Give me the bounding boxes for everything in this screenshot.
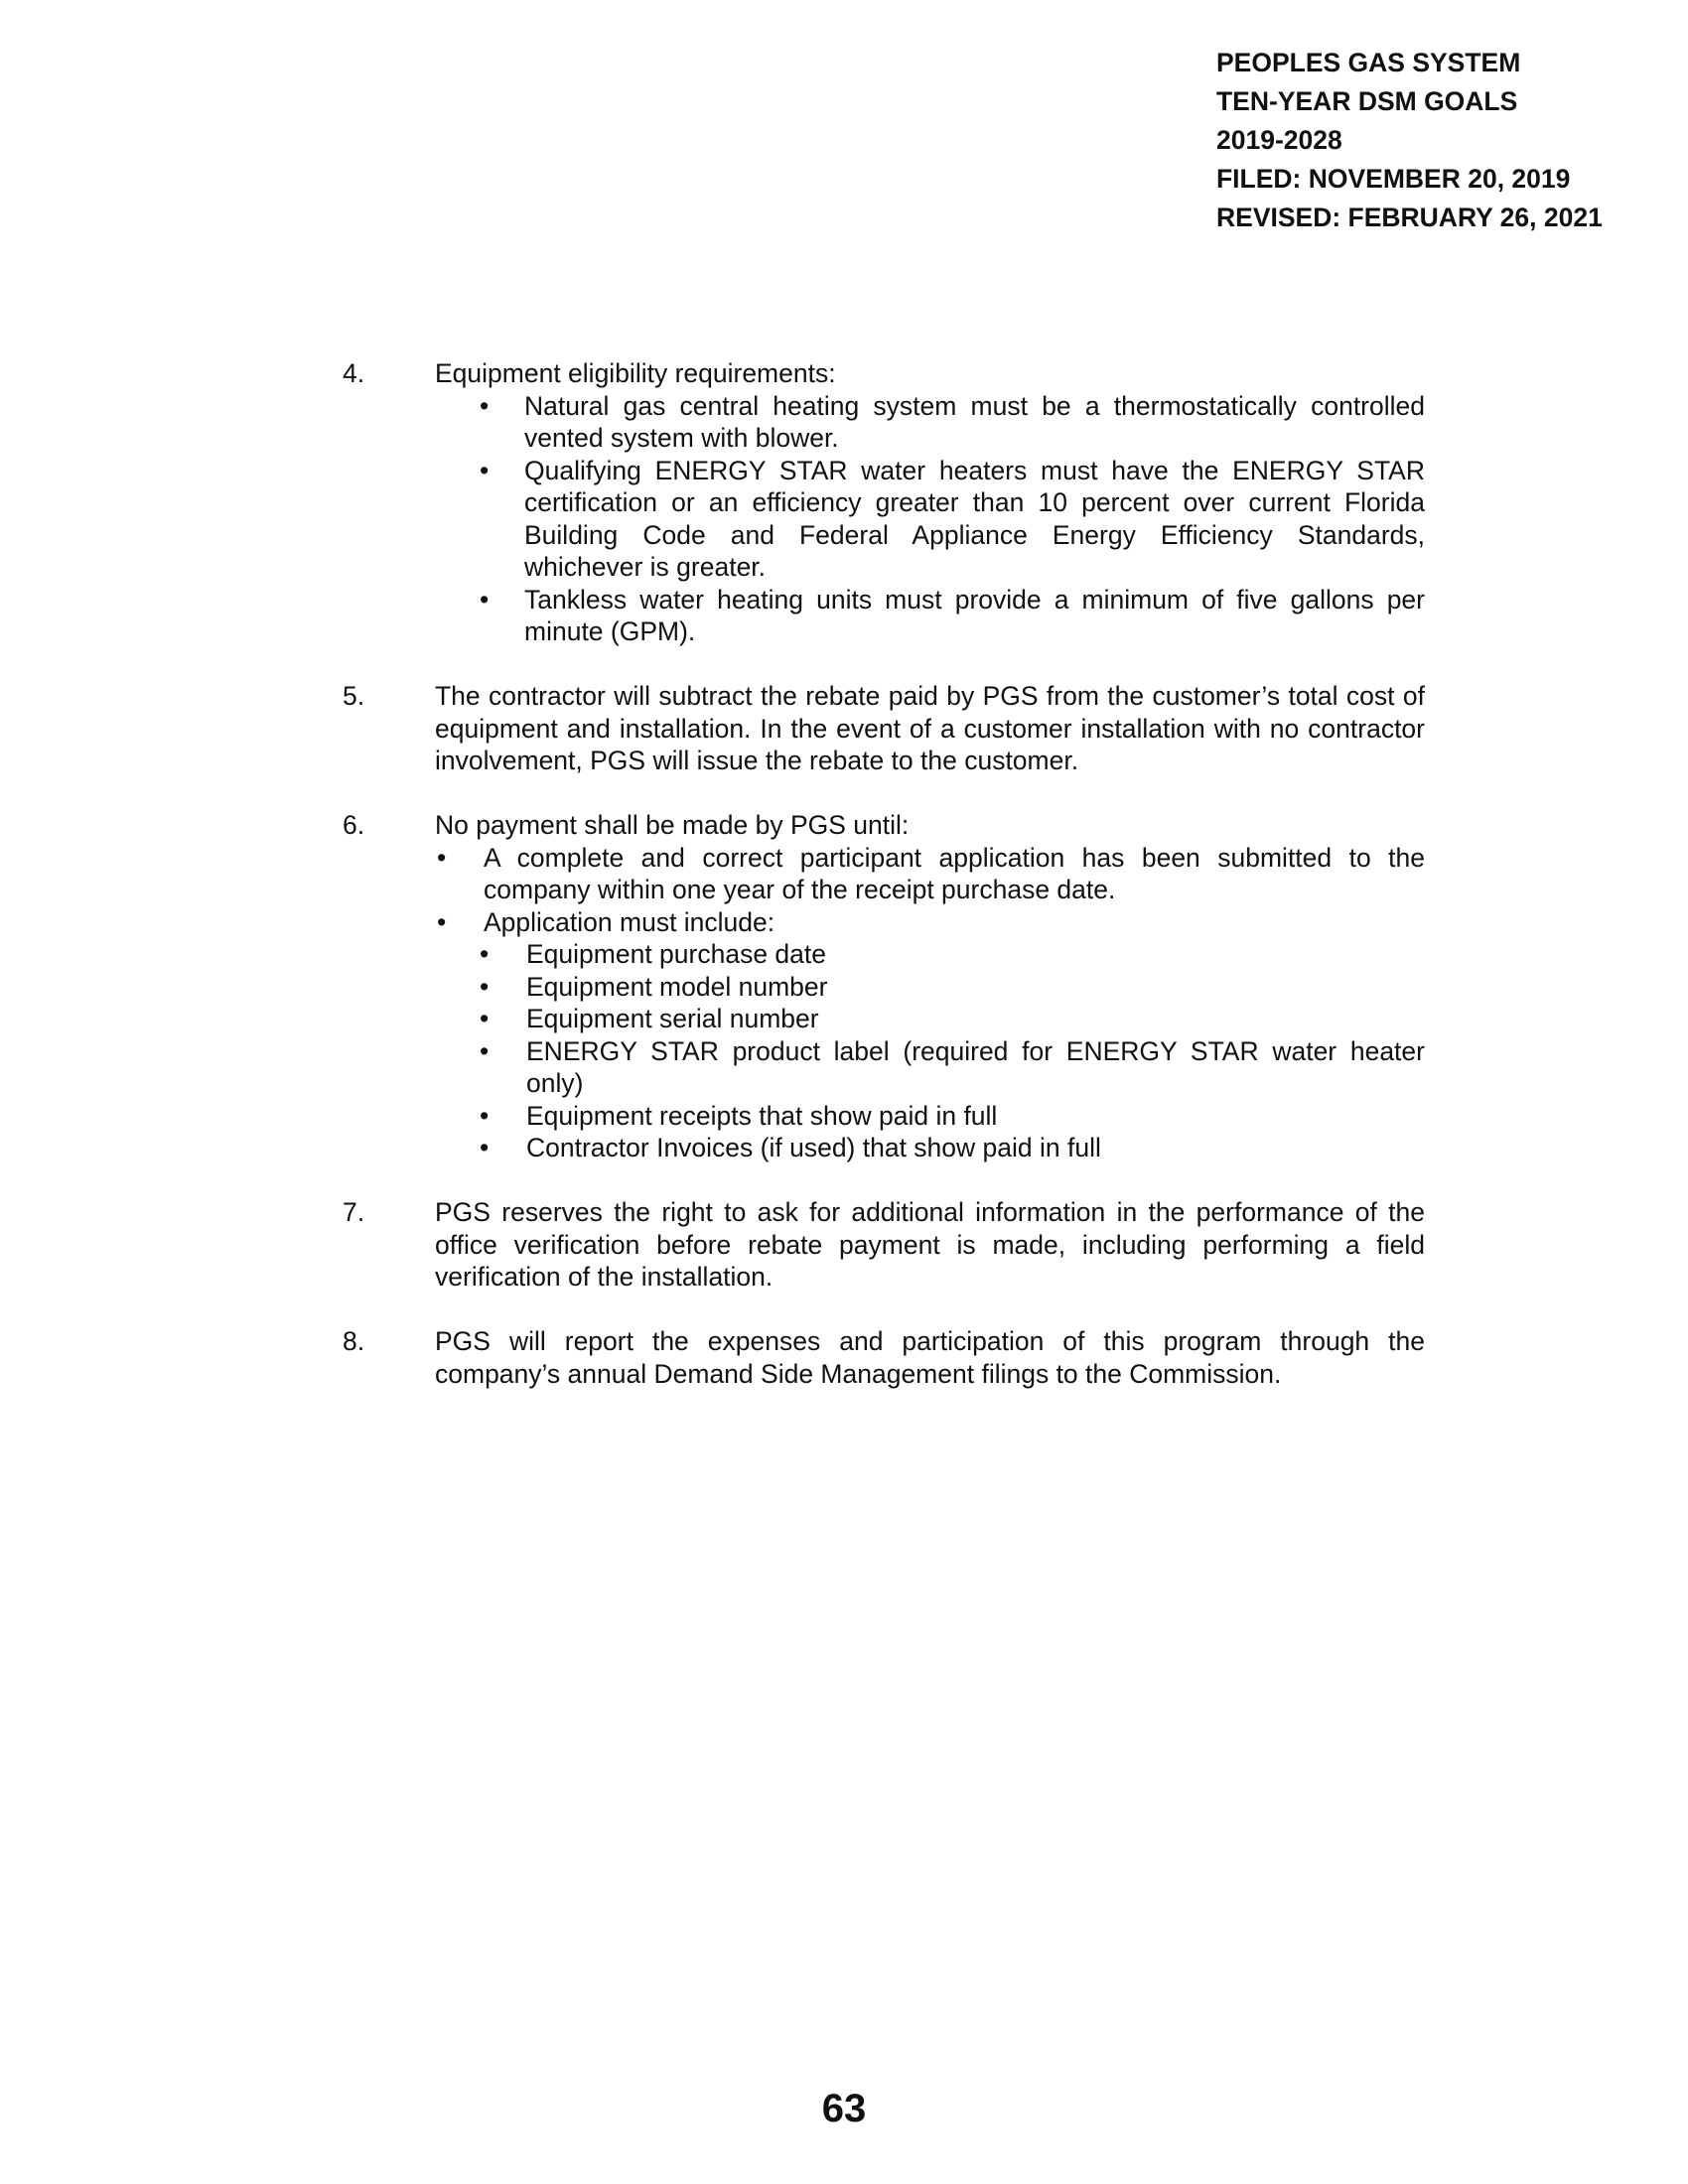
list-item-7 xyxy=(343,1196,1425,1294)
header-years: 2019-2028 xyxy=(1216,125,1342,155)
bullet-item: • Tankless water heating units must provide a minimum of five gallons per minute (GPM). xyxy=(480,584,1425,646)
bullet-item: • A complete and correct participant application has been submitted to the company within one year of the receipt purchase date. xyxy=(437,842,1425,904)
page-number: 63 xyxy=(821,2087,867,2130)
bullet-icon: • xyxy=(437,906,447,937)
sub-bullet-item: • Equipment model number xyxy=(480,971,828,1002)
sub-bullet-item: • Equipment receipts that show paid in full xyxy=(480,1100,998,1131)
item-text: PGS will report the expenses and participation of this program through the company’s annual Demand Side Management filings to the Commission. xyxy=(435,1326,1425,1389)
bullet-item: • Qualifying ENERGY STAR water heaters must have the ENERGY STAR certification or an efficiency greater than 10 percent over current Florida Building Code and Federal Appliance Energy Efficiency Standards, whichever is greater. xyxy=(480,455,1425,582)
item-number: 4. xyxy=(343,358,365,388)
bullet-list xyxy=(435,842,1425,939)
list-item-8 xyxy=(343,1325,1425,1390)
list-item-4 xyxy=(343,357,1425,648)
sub-bullet-item: • Equipment purchase date xyxy=(480,939,827,969)
item-number: 5. xyxy=(343,681,365,711)
sub-bullet-item: • Contractor Invoices (if used) that show paid in full xyxy=(480,1133,1101,1162)
item-text: No payment shall be made by PGS until: xyxy=(435,810,910,840)
sub-bullet-item: • Equipment serial number xyxy=(480,1004,819,1033)
bullet-icon: • xyxy=(480,390,490,421)
document-body xyxy=(343,357,1425,1423)
header-company: PEOPLES GAS SYSTEM xyxy=(1216,48,1521,77)
item-number: 6. xyxy=(343,810,365,840)
sub-bullet-list xyxy=(435,938,1425,1164)
document-header xyxy=(1216,44,1673,237)
header-filed-date: FILED: NOVEMBER 20, 2019 xyxy=(1216,164,1571,194)
item-text: Equipment eligibility requirements: xyxy=(435,358,836,388)
bullet-icon: • xyxy=(480,1035,490,1066)
item-number: 7. xyxy=(343,1197,365,1227)
bullet-icon: • xyxy=(480,455,490,485)
bullet-icon: • xyxy=(480,1004,490,1033)
bullet-item: • Natural gas central heating system must be a thermostatically controlled vented system with blower. xyxy=(480,390,1425,453)
bullet-icon: • xyxy=(480,584,490,614)
item-text: PGS reserves the right to ask for additional information in the performance of the office verification before rebate payment is made, including performing a field verification of the installation. xyxy=(435,1197,1425,1292)
bullet-icon: • xyxy=(480,939,490,969)
bullet-item: • Application must include: xyxy=(437,906,775,937)
bullet-icon: • xyxy=(480,1133,490,1162)
header-revised-date: REVISED: FEBRUARY 26, 2021 xyxy=(1216,203,1603,232)
bullet-icon: • xyxy=(480,1100,490,1131)
bullet-icon: • xyxy=(480,971,490,1002)
item-text: The contractor will subtract the rebate paid by PGS from the customer’s total cost of equipment and installation. In the event of a customer installation with no contractor involvement, PGS will issue the rebate to the customer. xyxy=(435,681,1425,775)
sub-bullet-item: • ENERGY STAR product label (required for ENERGY STAR water heater only) xyxy=(480,1035,1425,1098)
bullet-icon: • xyxy=(437,842,447,873)
header-title: TEN-YEAR DSM GOALS xyxy=(1216,86,1518,116)
list-item-6 xyxy=(343,809,1425,1164)
item-number: 8. xyxy=(343,1326,365,1356)
list-item-5 xyxy=(343,680,1425,777)
bullet-list xyxy=(435,390,1425,648)
